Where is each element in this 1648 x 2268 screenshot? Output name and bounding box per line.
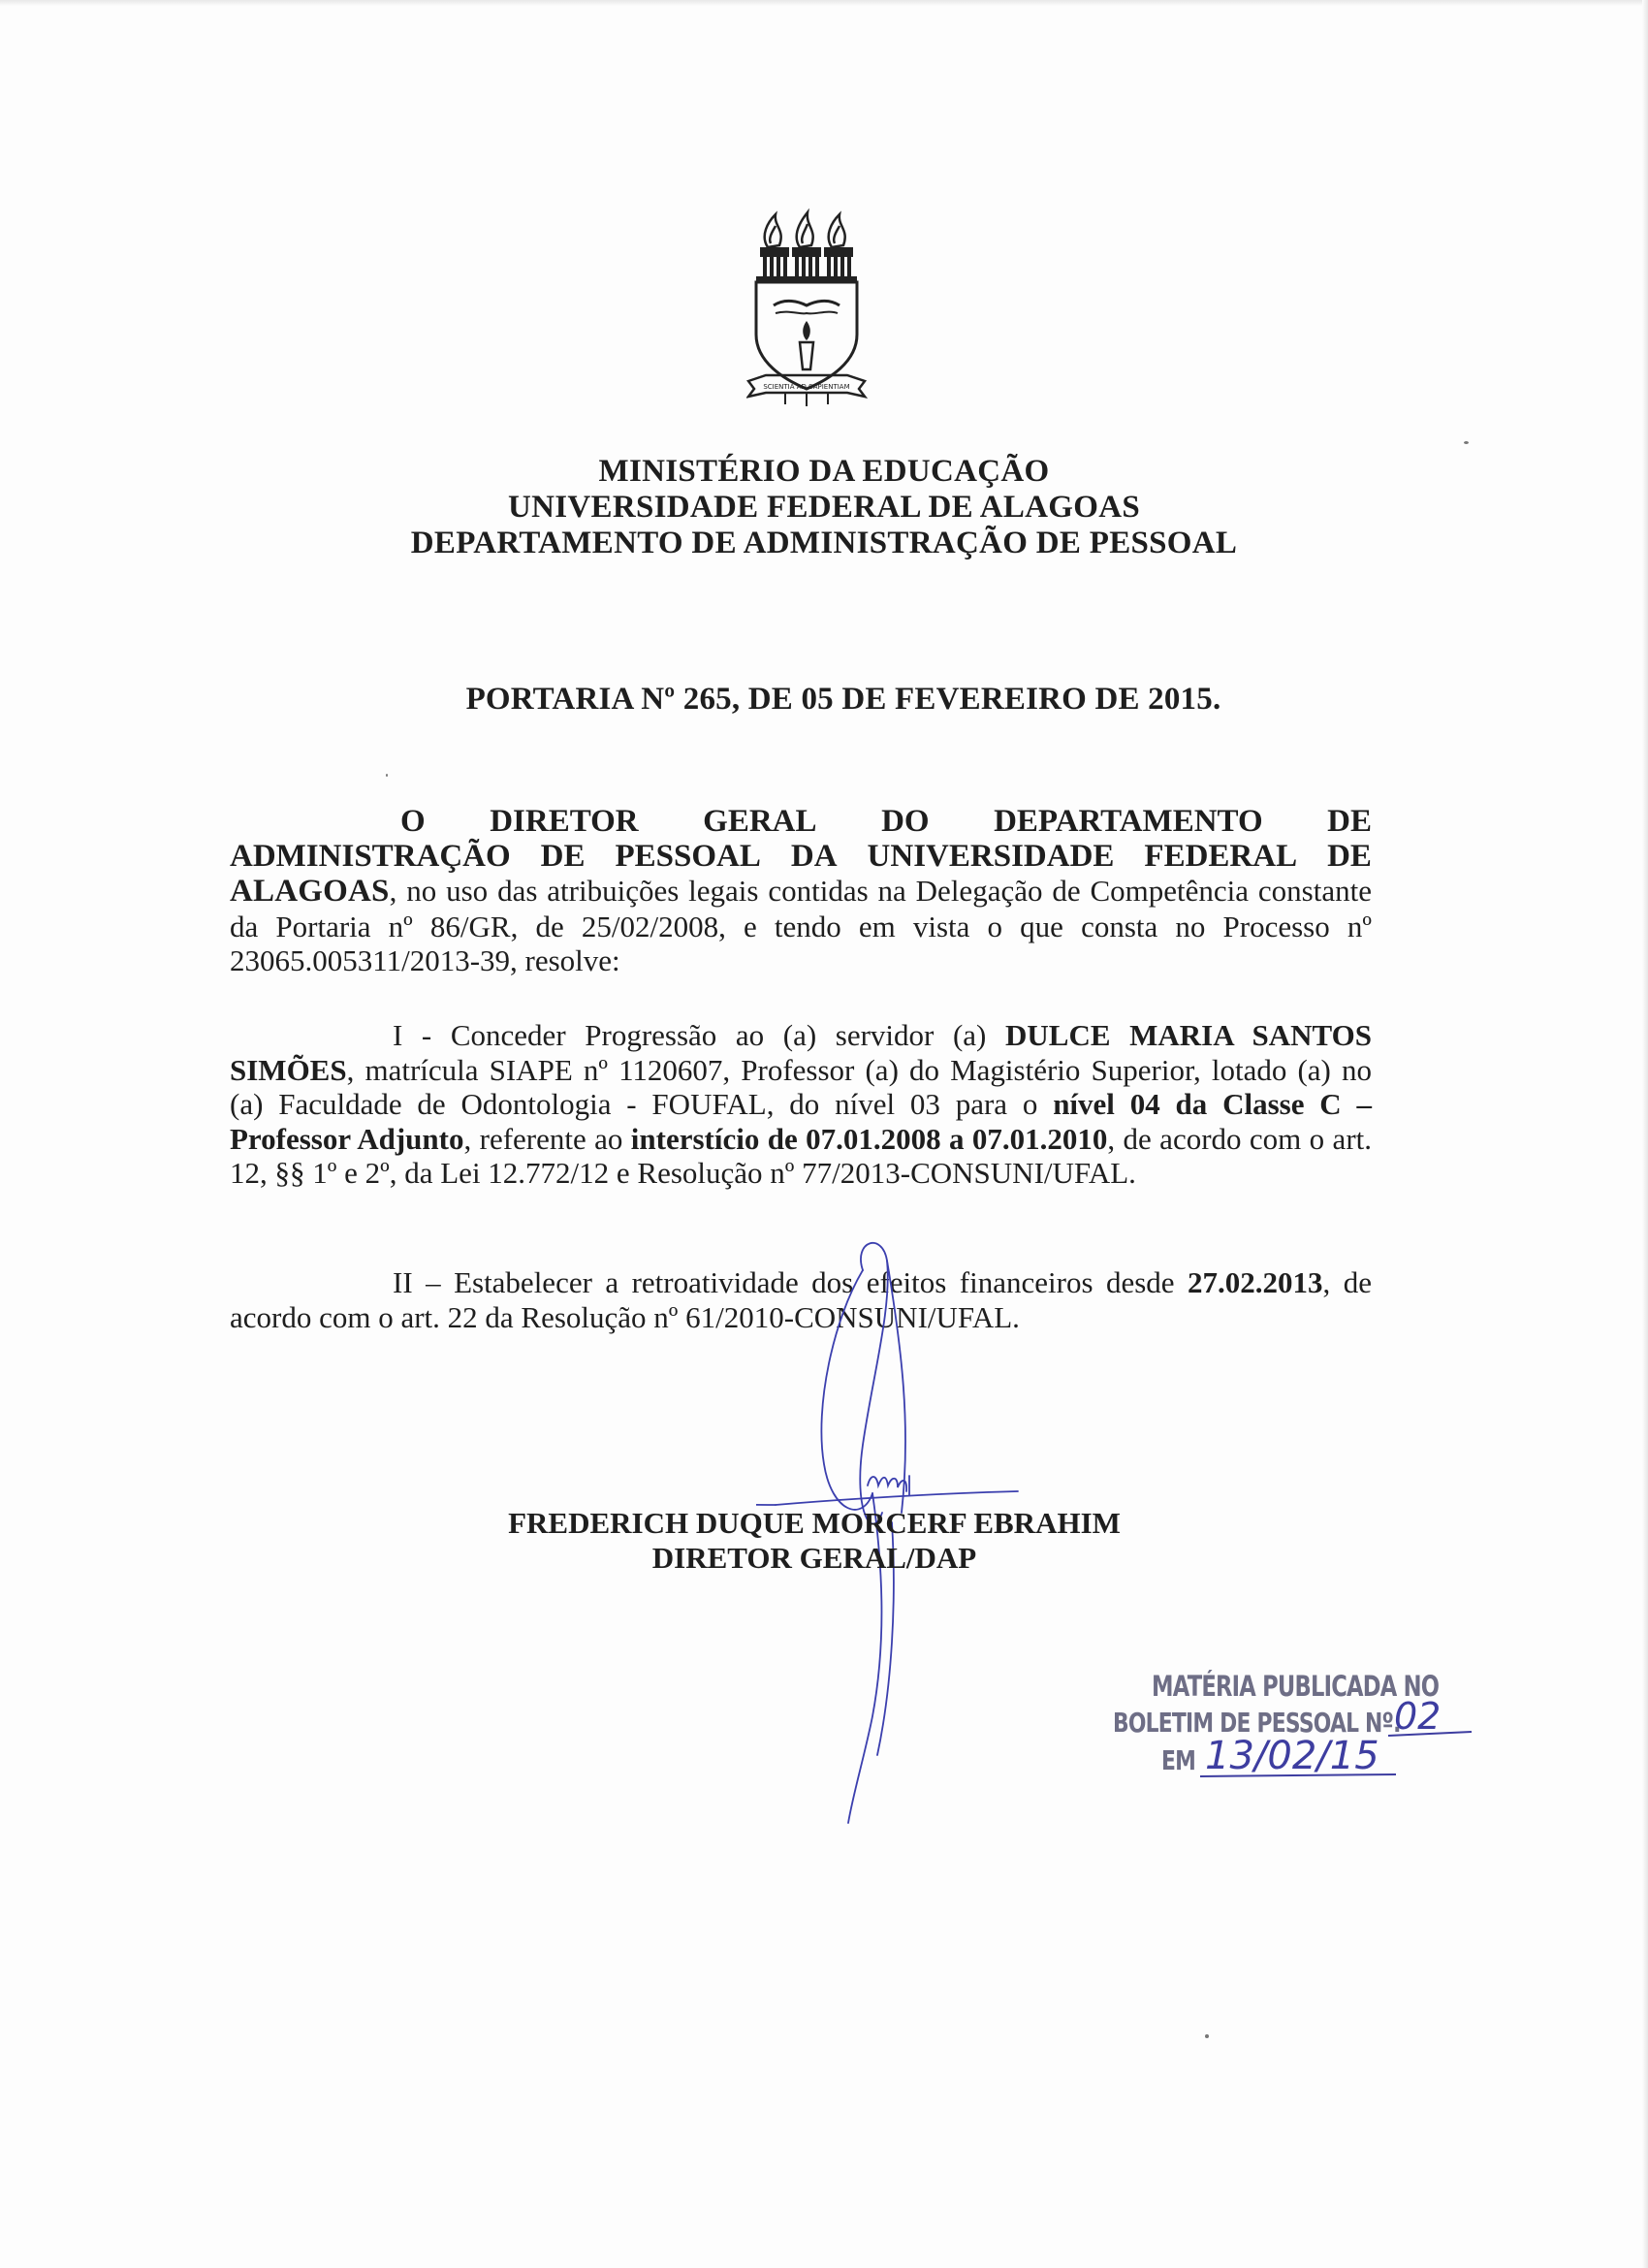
- article-i-text-4: , de acordo com o art. 12, §§ 1º e 2º, da Lei 12.772/12 e Resolução nº 77/2013-CONSUNI/UFAL.: [230, 1121, 1373, 1190]
- retroactive-date: 27.02.2013: [1188, 1265, 1323, 1299]
- scan-speck: [1205, 2034, 1209, 2038]
- article-i-text-2: , matrícula SIAPE nº 1120607, Professor (a) do Magistério Superior, lotado (a) no (a) Faculdade de Odontologia - FOUFAL, do nível 03 para o: [230, 1052, 1372, 1121]
- article-ii: [230, 1265, 1372, 1334]
- intro-paragraph: [230, 805, 1372, 978]
- emblem-motto: SCIENTIA AD SAPIENTIAM: [763, 383, 850, 391]
- intro-word: DEPARTAMENTO: [994, 804, 1263, 839]
- scan-speck: [1464, 441, 1469, 444]
- handwritten-publication-date: 13/02/15: [1205, 1734, 1379, 1778]
- intro-word: GERAL: [703, 804, 817, 839]
- article-ii-text-2: , de acordo com o art. 22 da Resolução nº 61/2010-CONSUNI/UFAL.: [230, 1265, 1372, 1334]
- servant-name: DULCE MARIA SANTOS SIMÕES: [230, 1018, 1372, 1087]
- letterhead-ministry: MINISTÉRIO DA EDUCAÇÃO: [598, 454, 1050, 489]
- university-emblem: [746, 208, 868, 407]
- stamp-underlines: [1105, 1670, 1474, 1805]
- article-i-text-3: , referente ao: [463, 1121, 631, 1156]
- letterhead: [0, 454, 1648, 561]
- article-ii-text-1: II – Estabelecer a retroatividade dos efeitos financeiros desde: [393, 1265, 1188, 1299]
- new-level: nível 04 da Classe C – Professor Adjunto: [230, 1087, 1373, 1156]
- signatory-name: FREDERICH DUQUE MORCERF EBRAHIM: [508, 1506, 1121, 1540]
- scan-speck: [386, 774, 388, 777]
- article-i: [230, 1018, 1372, 1191]
- intro-word: DO: [881, 804, 930, 839]
- intro-word: DA: [790, 838, 838, 874]
- intro-word: PESSOAL: [615, 838, 761, 874]
- intro-word: DE: [540, 838, 586, 874]
- scan-edge: [1642, 0, 1648, 2268]
- scan-edge: [0, 0, 1648, 6]
- handwritten-bulletin-number: 02: [1394, 1695, 1442, 1738]
- intro-word: DIRETOR: [490, 804, 639, 839]
- signature-block: [0, 1506, 1648, 1576]
- intro-line-1: [230, 805, 1372, 840]
- intro-word: O: [400, 804, 426, 839]
- intro-word: FEDERAL: [1144, 838, 1298, 874]
- intro-word: UNIVERSIDADE: [867, 838, 1115, 874]
- letterhead-department: DEPARTAMENTO DE ADMINISTRAÇÃO DE PESSOAL: [410, 526, 1238, 560]
- interstice-period: interstício de 07.01.2008 a 07.01.2010: [630, 1121, 1108, 1156]
- intro-word: DE: [1327, 838, 1372, 874]
- article-i-text-1: I - Conceder Progressão ao (a) servidor (a): [393, 1018, 1005, 1052]
- document-title: PORTARIA Nº 265, DE 05 DE FEVEREIRO DE 2015.: [465, 682, 1221, 717]
- publication-stamp: [1105, 1670, 1474, 1805]
- letterhead-university: UNIVERSIDADE FEDERAL DE ALAGOAS: [507, 490, 1140, 525]
- intro-word: DE: [1327, 804, 1372, 839]
- stamp-line-1: MATÉRIA PUBLICADA NO: [1152, 1670, 1440, 1703]
- signatory-role: DIRETOR GERAL/DAP: [651, 1541, 977, 1575]
- intro-bold-lead: ALAGOAS: [230, 874, 390, 909]
- intro-word: ADMINISTRAÇÃO: [230, 838, 511, 874]
- intro-body: [230, 874, 1372, 978]
- intro-rest: , no uso das atribuições legais contidas na Delegação de Competência constante da Portaria nº 86/GR, de 25/02/2008, e tendo em vista o que consta no Processo nº 23065.005311/2013-39, resolve:: [230, 874, 1372, 977]
- stamp-line-2: BOLETIM DE PESSOAL Nº.: [1113, 1707, 1401, 1739]
- intro-line-2: [230, 840, 1372, 875]
- stamp-line-3: EM: [1161, 1744, 1196, 1776]
